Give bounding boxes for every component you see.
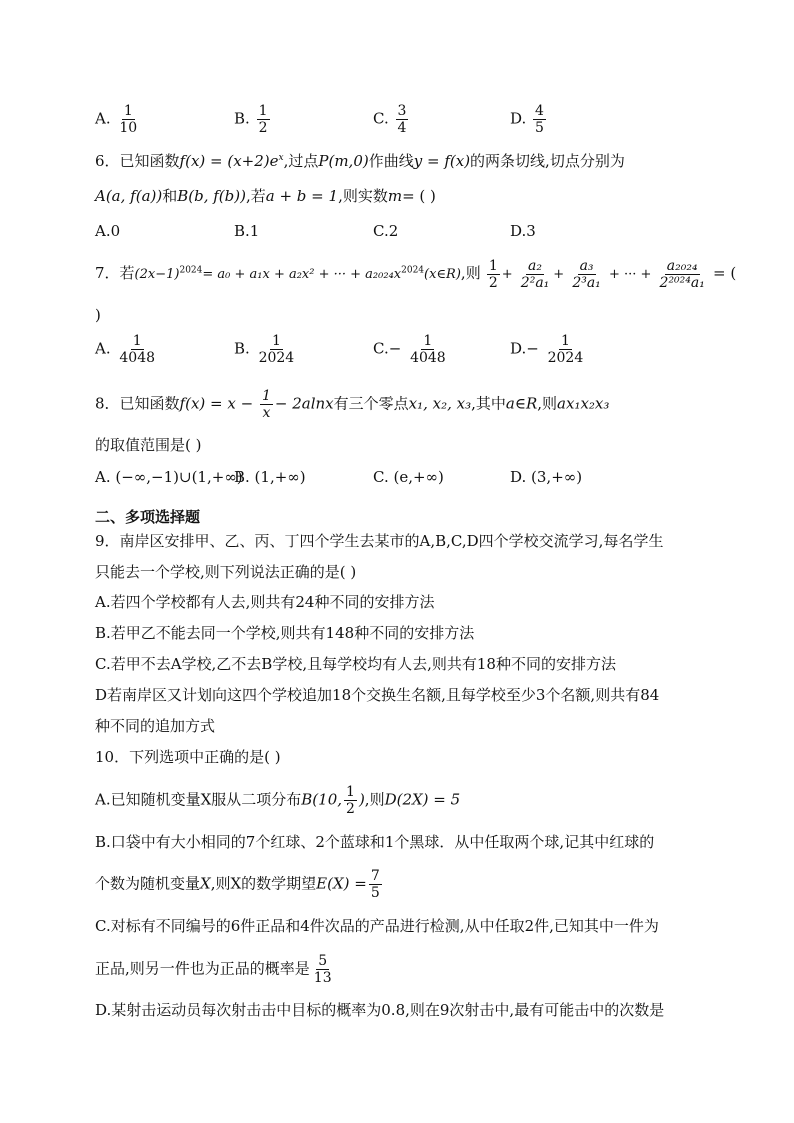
text: ,过点	[283, 152, 319, 170]
frac-num: a₃	[579, 258, 594, 274]
math: − 2alnx	[274, 394, 334, 413]
math: P(m,0)	[318, 152, 369, 170]
q9-option-c: C.若甲不去A学校,乙不去B学校,且每学校均有人去,则共有18种不同的安排方法	[95, 655, 616, 673]
q5-option-c	[373, 103, 410, 136]
text: 8．已知函数	[95, 394, 180, 413]
q8-option-d: D. (3,+∞)	[510, 468, 583, 486]
frac-num: 1	[132, 333, 142, 349]
fraction	[369, 868, 382, 901]
text: 作曲线	[368, 152, 414, 170]
text: 和	[162, 187, 178, 205]
text: ,若	[245, 187, 266, 205]
fraction	[257, 103, 270, 136]
q10-option-c-line1: C.对标有不同编号的6件正品和4件次品的产品进行检测,从中任取2件,已知其中一件为	[95, 917, 659, 935]
q9-option-a: A.若四个学校都有人去,则共有24种不同的安排方法	[95, 593, 435, 611]
text: 7．若	[95, 264, 135, 282]
frac-den: 2	[258, 120, 268, 136]
frac-den: 2²⁰²⁴a₁	[659, 275, 705, 291]
frac-num: 3	[397, 103, 407, 119]
q9-stem-line2: 只能去一个学校,则下列说法正确的是( )	[95, 563, 357, 581]
frac-den: 13	[313, 970, 332, 986]
q7-option-c	[373, 333, 450, 366]
fraction	[117, 333, 157, 366]
frac-num: 1	[346, 784, 355, 800]
math: y = f(x)	[413, 152, 471, 170]
q6-option-a: A.0	[95, 222, 121, 240]
text: = ( )	[402, 187, 436, 205]
frac-den: 5	[535, 120, 544, 136]
math-sup: 2024	[401, 265, 425, 276]
fraction	[546, 333, 586, 366]
option-label: A.	[95, 109, 111, 128]
text: A.已知随机变量X服从二项分布	[95, 790, 302, 809]
text: = (	[713, 264, 737, 282]
frac-den: 2²a₁	[520, 275, 550, 291]
fraction	[117, 103, 139, 136]
text: 正品,则另一件也为正品的概率是	[95, 959, 310, 978]
q10-stem: 10．下列选项中正确的是( )	[95, 748, 281, 766]
frac-den: 2	[488, 275, 498, 291]
text: + ··· +	[608, 267, 652, 282]
math: f(x) = (x+2)e	[179, 152, 279, 170]
text: 个数为随机变量	[95, 874, 201, 893]
fraction	[396, 103, 409, 136]
math: B(b, f(b))	[177, 187, 246, 205]
frac-num: 1	[423, 333, 433, 349]
math: A(a, f(a))	[95, 187, 163, 205]
frac-den: 4048	[410, 350, 446, 366]
text: 的两条切线,切点分别为	[470, 152, 625, 170]
math: a + b = 1	[265, 187, 339, 205]
q10-option-a	[95, 784, 460, 817]
frac-num: 7	[370, 868, 380, 884]
option-label: B.	[234, 109, 250, 128]
frac-den: 2³a₁	[572, 275, 601, 291]
q8-option-b: B. (1,+∞)	[234, 468, 306, 486]
fraction	[533, 103, 546, 136]
math: a∈R	[505, 394, 538, 413]
text: ,则	[364, 790, 385, 809]
frac-den: 2024	[258, 350, 295, 366]
text: 有三个零点	[333, 394, 409, 413]
q7-option-d	[510, 333, 587, 366]
q7-option-a	[95, 333, 159, 366]
q8-stem-line2: 的取值范围是( )	[95, 436, 202, 454]
math: (x∈R)	[424, 267, 461, 282]
math: D(2X) = 5	[384, 790, 461, 809]
option-label: C.	[373, 109, 389, 128]
q9-option-b: B.若甲乙不能去同一个学校,则共有148种不同的安排方法	[95, 624, 475, 642]
q8-option-c: C. (e,+∞)	[373, 468, 444, 486]
fraction	[519, 258, 551, 291]
frac-num: a₂₀₂₄	[666, 258, 698, 274]
frac-num: 1	[123, 103, 133, 119]
text: 6．已知函数	[95, 152, 180, 170]
q7-stem-line2: )	[95, 306, 101, 324]
q10-option-d-line1: D.某射击运动员每次射击击中目标的概率为0.8,则在9次射击中,最有可能击中的次数是	[95, 1001, 665, 1019]
frac-den: 2024	[547, 350, 584, 366]
math: X	[200, 874, 211, 893]
option-label: D.	[510, 109, 527, 128]
fraction	[487, 258, 500, 291]
math: (2x−1)	[134, 267, 180, 282]
fraction	[257, 333, 297, 366]
math: x₁, x₂, x₃	[408, 394, 472, 413]
option-label: A.	[95, 339, 111, 358]
math: f(x) = x −	[179, 394, 254, 413]
q8-stem-line1	[95, 388, 609, 421]
fraction	[312, 953, 334, 986]
frac-num: 5	[318, 953, 328, 969]
text: ,则实数	[338, 187, 388, 205]
frac-num: 1	[560, 333, 570, 349]
math: B(10,	[301, 790, 343, 809]
section-heading: 二、多项选择题	[95, 508, 201, 526]
q6-option-c: C.2	[373, 222, 399, 240]
option-label: C.−	[373, 339, 402, 358]
q7-option-b	[234, 333, 298, 366]
fraction	[570, 258, 602, 291]
frac-den: 10	[119, 120, 138, 136]
q5-option-a	[95, 103, 141, 136]
text: ,则X的数学期望	[210, 874, 317, 893]
frac-den: 5	[370, 885, 380, 901]
frac-num: 1	[258, 103, 268, 119]
text: ,其中	[471, 394, 506, 413]
math-sup: x	[278, 153, 284, 163]
q5-option-b	[234, 103, 272, 136]
q9-stem-line1: 9．南岸区安排甲、乙、丙、丁四个学生去某市的A,B,C,D四个学校交流学习,每名学生	[95, 532, 664, 550]
math: ax₁x₂x₃	[557, 394, 610, 413]
math: E(X) =	[316, 874, 367, 893]
q5-option-d	[510, 103, 548, 136]
q6-stem-line1	[95, 148, 625, 171]
text: ,则	[537, 394, 558, 413]
math: m	[387, 187, 403, 205]
frac-num: 1	[488, 258, 498, 274]
q10-option-c-line2	[95, 953, 336, 986]
frac-den: x	[262, 405, 271, 421]
math: = a₀ + a₁x + a₂x² + ··· + a₂₀₂₄x	[202, 267, 402, 282]
fraction	[260, 388, 273, 421]
q8-option-a: A. (−∞,−1)∪(1,+∞)	[95, 468, 243, 486]
q6-option-b: B.1	[234, 222, 260, 240]
fraction	[658, 258, 707, 291]
frac-den: 4048	[119, 350, 156, 366]
q7-stem-line1: 7．若$(2x-1)^{2024}= a_0 + a_1x + a_2x^2$ + ··· + $a_{2024}x^{2024}(x\in R)$,则 $\frac{1}{2}$ + $\frac{\text{a₂}}{\text{2²a₁}}$ + $\frac{\text{a₃}}{\text{2³a₁}}$ + ··· + $\frac{\text{a₂₀₂₄}}{\text{2²⁰²⁴a₁}}$ = (	[95, 258, 737, 291]
frac-num: 4	[535, 103, 544, 119]
q6-option-d: D.3	[510, 222, 536, 240]
text: ,则	[460, 264, 481, 282]
math-sup: 2024	[179, 265, 203, 276]
q9-option-d-line1: D若南岸区又计划向这四个学校追加18个交换生名额,且每学校至少3个名额,则共有84	[95, 686, 660, 704]
fraction	[344, 784, 357, 817]
option-label: D.−	[510, 339, 539, 358]
frac-den: 4	[397, 120, 407, 136]
frac-num: 1	[261, 388, 271, 404]
q10-option-b-line2	[95, 868, 384, 901]
frac-den: 2	[346, 801, 355, 817]
math: )	[358, 790, 365, 809]
fraction	[408, 333, 448, 366]
frac-num: a₂	[528, 258, 543, 274]
frac-num: 1	[271, 333, 281, 349]
option-label: B.	[234, 339, 250, 358]
q9-option-d-line2: 种不同的追加方式	[95, 717, 216, 735]
q6-stem-line2	[95, 186, 436, 206]
q10-option-b-line1: B.口袋中有大小相同的7个红球、2个蓝球和1个黑球．从中任取两个球,记其中红球的	[95, 833, 655, 851]
